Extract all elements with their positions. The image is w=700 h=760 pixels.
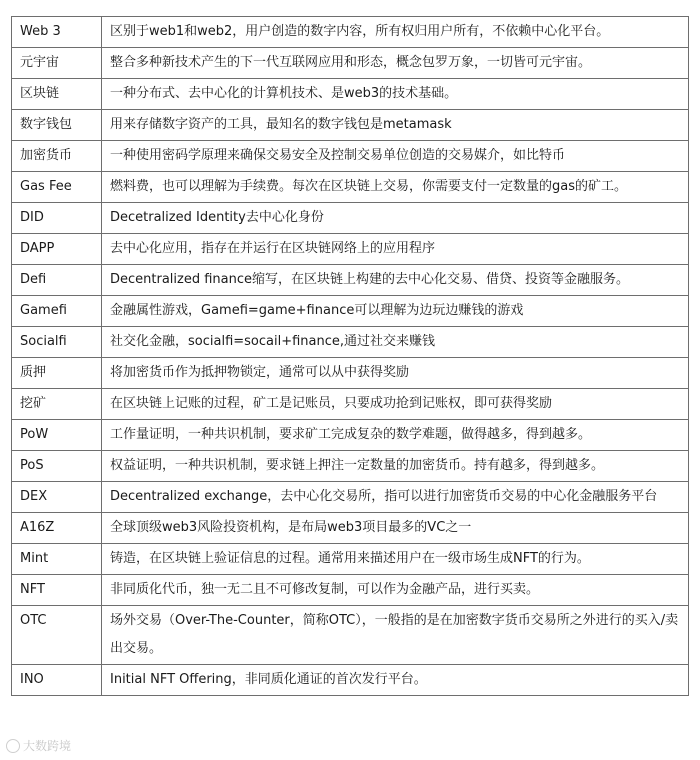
definition-cell: 社交化金融，socialfi=socail+finance,通过社交来赚钱 [102,327,689,358]
table-row [12,17,689,48]
definition-cell: Decentralized finance缩写，在区块链上构建的去中心化交易、借贷、投资等金融服务。 [102,265,689,296]
term-cell: DID [12,203,102,234]
table-row [12,110,689,141]
table-row [12,513,689,544]
definition-cell: 区别于web1和web2，用户创造的数字内容，所有权归用户所有，不依赖中心化平台。 [102,17,689,48]
definition-cell: 一种分布式、去中心化的计算机技术、是web3的技术基础。 [102,79,689,110]
term-cell: PoW [12,420,102,451]
term-cell: 区块链 [12,79,102,110]
term-cell: Gas Fee [12,172,102,203]
term-cell: 挖矿 [12,389,102,420]
definition-cell: 权益证明，一种共识机制，要求链上押注一定数量的加密货币。持有越多，得到越多。 [102,451,689,482]
watermark [6,737,71,754]
table-row [12,172,689,203]
definition-cell: 将加密货币作为抵押物锁定，通常可以从中获得奖励 [102,358,689,389]
term-cell: Defi [12,265,102,296]
definition-cell: 燃料费，也可以理解为手续费。每次在区块链上交易，你需要支付一定数量的gas的矿工。 [102,172,689,203]
term-cell: NFT [12,575,102,606]
table-row [12,296,689,327]
glossary-table [11,16,689,696]
definition-cell: 去中心化应用，指存在并运行在区块链网络上的应用程序 [102,234,689,265]
term-cell: PoS [12,451,102,482]
table-row [12,451,689,482]
term-cell: OTC [12,606,102,665]
term-cell: Web 3 [12,17,102,48]
definition-cell: 非同质化代币，独一无二且不可修改复制，可以作为金融产品，进行买卖。 [102,575,689,606]
table-row [12,79,689,110]
term-cell: DEX [12,482,102,513]
table-row [12,265,689,296]
table-row [12,482,689,513]
definition-cell: 场外交易（Over-The-Counter，简称OTC），一般指的是在加密数字货币交易所之外进行的买入/卖出交易。 [102,606,689,665]
term-cell: DAPP [12,234,102,265]
table-row [12,203,689,234]
table-row [12,141,689,172]
table-row [12,48,689,79]
definition-cell: Decetralized Identity去中心化身份 [102,203,689,234]
table-row [12,327,689,358]
definition-cell: 整合多种新技术产生的下一代互联网应用和形态，概念包罗万象，一切皆可元宇宙。 [102,48,689,79]
watermark-text: 大数跨境 [23,739,72,753]
table-row [12,420,689,451]
table-row [12,575,689,606]
definition-cell: 在区块链上记账的过程，矿工是记账员，只要成功抢到记账权，即可获得奖励 [102,389,689,420]
term-cell: A16Z [12,513,102,544]
term-cell: INO [12,665,102,696]
definition-cell: 工作量证明，一种共识机制，要求矿工完成复杂的数学难题，做得越多，得到越多。 [102,420,689,451]
definition-cell: 一种使用密码学原理来确保交易安全及控制交易单位创造的交易媒介，如比特币 [102,141,689,172]
term-cell: 元宇宙 [12,48,102,79]
table-row [12,544,689,575]
table-row [12,606,689,665]
term-cell: Mint [12,544,102,575]
glossary-rows [12,17,689,696]
definition-cell: 金融属性游戏，Gamefi=game+finance可以理解为边玩边赚钱的游戏 [102,296,689,327]
watermark-logo-icon [6,739,20,753]
term-cell: Socialfi [12,327,102,358]
table-row [12,358,689,389]
definition-cell: 铸造，在区块链上验证信息的过程。通常用来描述用户在一级市场生成NFT的行为。 [102,544,689,575]
table-row [12,665,689,696]
definition-cell: Initial NFT Offering，非同质化通证的首次发行平台。 [102,665,689,696]
table-row [12,389,689,420]
term-cell: 数字钱包 [12,110,102,141]
definition-cell: 用来存储数字资产的工具，最知名的数字钱包是metamask [102,110,689,141]
definition-cell: Decentralized exchange，去中心化交易所，指可以进行加密货币交易的中心化金融服务平台 [102,482,689,513]
definition-cell: 全球顶级web3风险投资机构，是布局web3项目最多的VC之一 [102,513,689,544]
term-cell: 加密货币 [12,141,102,172]
term-cell: Gamefi [12,296,102,327]
term-cell: 质押 [12,358,102,389]
table-row [12,234,689,265]
